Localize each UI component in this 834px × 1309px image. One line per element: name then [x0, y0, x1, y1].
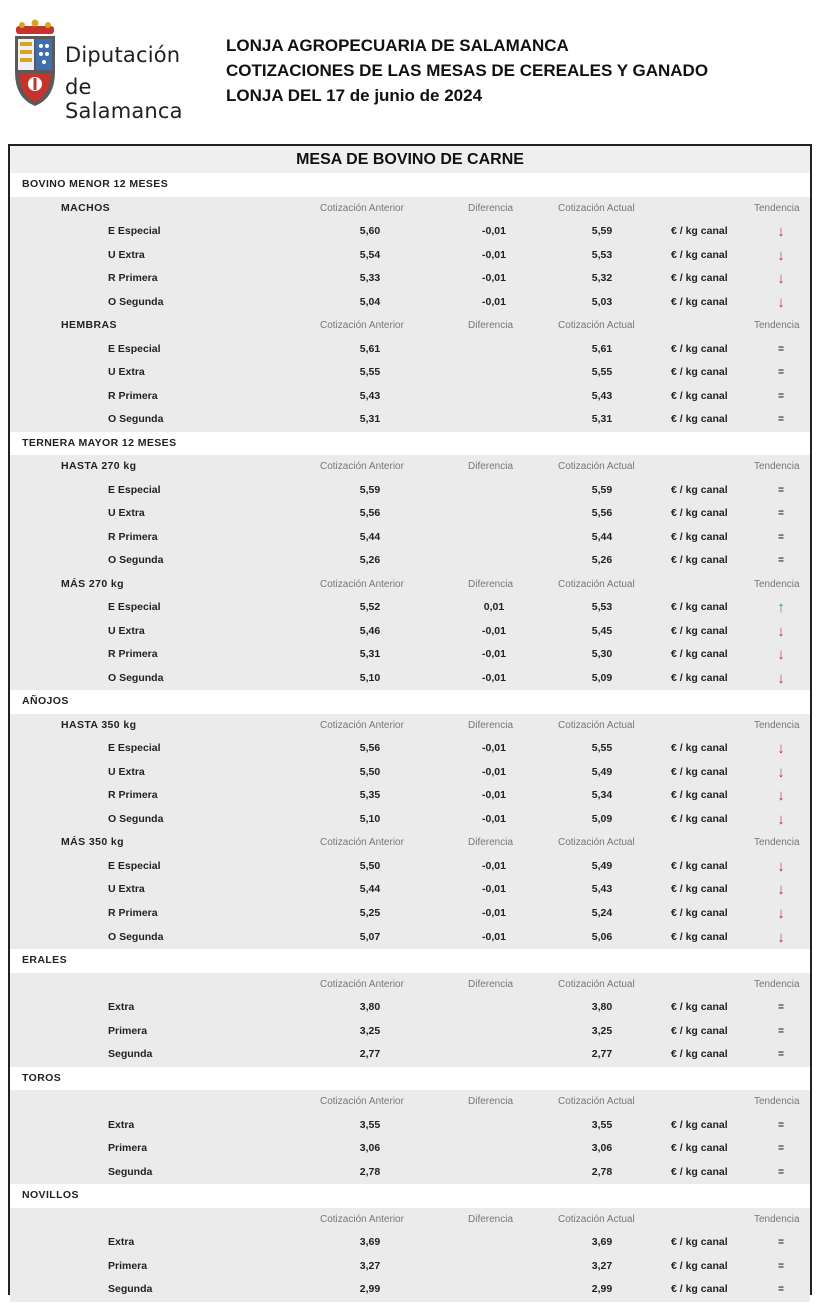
class-label: Primera [108, 1024, 148, 1037]
group-label: MÁS 270 kg [61, 577, 124, 590]
table-row [10, 596, 810, 620]
group-header-row [10, 573, 810, 597]
class-label: O Segunda [108, 930, 164, 943]
class-label: Extra [108, 1236, 135, 1249]
trend-down-arrow-icon: ↓ [777, 904, 785, 922]
class-label: Segunda [108, 1048, 153, 1061]
document-header [226, 33, 708, 108]
table-row [10, 1278, 810, 1302]
price-unit: € / kg canal [671, 366, 728, 379]
price-difference: -0,01 [482, 812, 506, 825]
group-label: HASTA 270 kg [61, 460, 137, 473]
section-title: TERNERA MAYOR 12 MESES [22, 436, 177, 449]
group-header-row [10, 973, 810, 997]
current-price: 5,24 [591, 906, 613, 919]
column-header-diff: Diferencia [468, 461, 514, 473]
trend-equal-icon: = [778, 1002, 784, 1014]
group-label: HEMBRAS [61, 319, 117, 332]
column-header-prev: Cotización Anterior [320, 202, 404, 214]
table-row [10, 1043, 810, 1067]
previous-price: 5,07 [359, 930, 381, 943]
previous-price: 3,06 [359, 1142, 381, 1155]
previous-price: 5,46 [359, 624, 381, 637]
trend-equal-icon: = [778, 343, 784, 355]
column-header-prev: Cotización Anterior [320, 978, 404, 990]
column-header-diff: Diferencia [468, 1213, 514, 1225]
group-header-row [10, 1208, 810, 1232]
column-header-diff: Diferencia [468, 978, 514, 990]
table-row [10, 1114, 810, 1138]
trend-equal-icon: = [778, 1143, 784, 1155]
trend-equal-icon: = [778, 1284, 784, 1296]
current-price: 5,59 [591, 483, 613, 496]
column-header-prev: Cotización Anterior [320, 837, 404, 849]
class-label: E Especial [108, 225, 161, 238]
trend-equal-icon: = [778, 1260, 784, 1272]
previous-price: 2,99 [359, 1283, 381, 1296]
table-row [10, 1255, 810, 1279]
column-header-diff: Diferencia [468, 1096, 514, 1108]
current-price: 3,06 [591, 1142, 613, 1155]
section-title: NOVILLOS [22, 1189, 79, 1202]
table-row [10, 1231, 810, 1255]
column-header-prev: Cotización Anterior [320, 1096, 404, 1108]
table-row [10, 667, 810, 691]
group-header-row [10, 714, 810, 738]
table-row [10, 996, 810, 1020]
price-difference: -0,01 [482, 930, 506, 943]
column-header-cur: Cotización Actual [558, 1213, 635, 1225]
column-header-trend: Tendencia [754, 837, 800, 849]
trend-down-arrow-icon: ↓ [777, 881, 785, 899]
current-price: 3,25 [591, 1024, 613, 1037]
trend-down-arrow-icon: ↓ [777, 646, 785, 664]
column-header-prev: Cotización Anterior [320, 1213, 404, 1225]
previous-price: 3,25 [359, 1024, 381, 1037]
current-price: 5,43 [591, 389, 613, 402]
trend-equal-icon: = [778, 390, 784, 402]
class-label: O Segunda [108, 554, 164, 567]
class-label: O Segunda [108, 812, 164, 825]
table-row [10, 502, 810, 526]
class-label: U Extra [108, 507, 145, 520]
price-difference: -0,01 [482, 648, 506, 661]
current-price: 5,31 [591, 413, 613, 426]
group-header-row [10, 455, 810, 479]
price-unit: € / kg canal [671, 1048, 728, 1061]
current-price: 5,32 [591, 272, 613, 285]
price-difference: -0,01 [482, 295, 506, 308]
price-unit: € / kg canal [671, 1142, 728, 1155]
class-label: E Especial [108, 601, 161, 614]
header-line-3: LONJA DEL 17 de junio de 2024 [226, 86, 483, 105]
column-header-diff: Diferencia [468, 837, 514, 849]
current-price: 5,56 [591, 507, 613, 520]
table-row [10, 784, 810, 808]
trend-equal-icon: = [778, 508, 784, 520]
trend-equal-icon: = [778, 484, 784, 496]
table-row [10, 1137, 810, 1161]
trend-down-arrow-icon: ↓ [777, 810, 785, 828]
current-price: 5,03 [591, 295, 613, 308]
column-header-trend: Tendencia [754, 202, 800, 214]
class-label: Primera [108, 1259, 148, 1272]
price-unit: € / kg canal [671, 389, 728, 402]
trend-equal-icon: = [778, 531, 784, 543]
price-unit: € / kg canal [671, 671, 728, 684]
price-difference: -0,01 [482, 624, 506, 637]
previous-price: 3,27 [359, 1259, 381, 1272]
current-price: 5,43 [591, 883, 613, 896]
diputacion-logo [8, 18, 208, 123]
price-difference: -0,01 [482, 789, 506, 802]
previous-price: 5,59 [359, 483, 381, 496]
class-label: Extra [108, 1001, 135, 1014]
trend-down-arrow-icon: ↓ [777, 246, 785, 264]
previous-price: 5,56 [359, 507, 381, 520]
trend-equal-icon: = [778, 1237, 784, 1249]
trend-equal-icon: = [778, 1119, 784, 1131]
column-header-cur: Cotización Actual [558, 578, 635, 590]
previous-price: 5,31 [359, 413, 381, 426]
price-unit: € / kg canal [671, 742, 728, 755]
current-price: 5,09 [591, 671, 613, 684]
trend-down-arrow-icon: ↓ [777, 857, 785, 875]
price-unit: € / kg canal [671, 1259, 728, 1272]
table-row [10, 1020, 810, 1044]
table-row [10, 549, 810, 573]
column-header-trend: Tendencia [754, 320, 800, 332]
class-label: O Segunda [108, 671, 164, 684]
price-unit: € / kg canal [671, 906, 728, 919]
class-label: E Especial [108, 483, 161, 496]
class-label: U Extra [108, 883, 145, 896]
group-label: HASTA 350 kg [61, 718, 137, 731]
class-label: U Extra [108, 624, 145, 637]
group-header-row [10, 314, 810, 338]
previous-price: 5,31 [359, 648, 381, 661]
current-price: 5,45 [591, 624, 613, 637]
header-line-1: LONJA AGROPECUARIA DE SALAMANCA [226, 36, 569, 55]
previous-price: 2,78 [359, 1165, 381, 1178]
price-unit: € / kg canal [671, 483, 728, 496]
class-label: Primera [108, 1142, 148, 1155]
column-header-cur: Cotización Actual [558, 719, 635, 731]
price-unit: € / kg canal [671, 530, 728, 543]
column-header-trend: Tendencia [754, 1096, 800, 1108]
previous-price: 3,55 [359, 1118, 381, 1131]
table-row [10, 1161, 810, 1185]
class-label: E Especial [108, 859, 161, 872]
previous-price: 3,80 [359, 1001, 381, 1014]
price-unit: € / kg canal [671, 272, 728, 285]
table-row [10, 408, 810, 432]
previous-price: 5,10 [359, 812, 381, 825]
trend-up-arrow-icon: ↑ [777, 599, 785, 617]
previous-price: 2,77 [359, 1048, 381, 1061]
previous-price: 5,26 [359, 554, 381, 567]
current-price: 5,61 [591, 342, 613, 355]
trend-down-arrow-icon: ↓ [777, 622, 785, 640]
class-label: R Primera [108, 906, 158, 919]
current-price: 3,80 [591, 1001, 613, 1014]
table-row [10, 902, 810, 926]
current-price: 5,59 [591, 225, 613, 238]
section-title: ERALES [22, 954, 67, 967]
price-difference: -0,01 [482, 671, 506, 684]
class-label: R Primera [108, 648, 158, 661]
column-header-diff: Diferencia [468, 202, 514, 214]
previous-price: 5,52 [359, 601, 381, 614]
previous-price: 5,60 [359, 225, 381, 238]
table-row [10, 479, 810, 503]
section-row [10, 432, 810, 456]
class-label: O Segunda [108, 295, 164, 308]
price-table-panel [8, 144, 812, 1295]
current-price: 5,55 [591, 366, 613, 379]
table-row [10, 338, 810, 362]
trend-down-arrow-icon: ↓ [777, 928, 785, 946]
trend-equal-icon: = [778, 1166, 784, 1178]
trend-down-arrow-icon: ↓ [777, 763, 785, 781]
price-unit: € / kg canal [671, 601, 728, 614]
group-header-row [10, 831, 810, 855]
price-difference: -0,01 [482, 248, 506, 261]
price-unit: € / kg canal [671, 1001, 728, 1014]
column-header-prev: Cotización Anterior [320, 578, 404, 590]
trend-equal-icon: = [778, 1025, 784, 1037]
price-unit: € / kg canal [671, 554, 728, 567]
current-price: 5,30 [591, 648, 613, 661]
column-header-diff: Diferencia [468, 719, 514, 731]
price-unit: € / kg canal [671, 295, 728, 308]
table-row [10, 761, 810, 785]
class-label: U Extra [108, 248, 145, 261]
price-difference: -0,01 [482, 225, 506, 238]
current-price: 2,99 [591, 1283, 613, 1296]
table-row [10, 361, 810, 385]
coat-of-arms-icon [10, 18, 60, 110]
previous-price: 5,55 [359, 366, 381, 379]
trend-equal-icon: = [778, 367, 784, 379]
section-row [10, 1184, 810, 1208]
trend-down-arrow-icon: ↓ [777, 669, 785, 687]
trend-down-arrow-icon: ↓ [777, 787, 785, 805]
class-label: E Especial [108, 742, 161, 755]
table-row [10, 620, 810, 644]
trend-equal-icon: = [778, 414, 784, 426]
section-row [10, 690, 810, 714]
column-header-cur: Cotización Actual [558, 837, 635, 849]
class-label: R Primera [108, 789, 158, 802]
current-price: 5,06 [591, 930, 613, 943]
trend-down-arrow-icon: ↓ [777, 223, 785, 241]
table-row [10, 244, 810, 268]
column-header-cur: Cotización Actual [558, 1096, 635, 1108]
current-price: 3,69 [591, 1236, 613, 1249]
class-label: O Segunda [108, 413, 164, 426]
group-label: MÁS 350 kg [61, 836, 124, 849]
current-price: 5,55 [591, 742, 613, 755]
price-unit: € / kg canal [671, 1118, 728, 1131]
class-label: E Especial [108, 342, 161, 355]
column-header-diff: Diferencia [468, 320, 514, 332]
class-label: U Extra [108, 366, 145, 379]
section-title: BOVINO MENOR 12 MESES [22, 178, 169, 190]
previous-price: 5,43 [359, 389, 381, 402]
section-title: AÑOJOS [22, 695, 69, 708]
column-header-prev: Cotización Anterior [320, 719, 404, 731]
current-price: 5,49 [591, 765, 613, 778]
trend-down-arrow-icon: ↓ [777, 293, 785, 311]
price-unit: € / kg canal [671, 765, 728, 778]
table-row [10, 808, 810, 832]
current-price: 5,34 [591, 789, 613, 802]
current-price: 5,53 [591, 248, 613, 261]
previous-price: 5,44 [359, 530, 381, 543]
current-price: 2,77 [591, 1048, 613, 1061]
table-row [10, 855, 810, 879]
section-row [10, 173, 810, 197]
class-label: Segunda [108, 1165, 153, 1178]
trend-down-arrow-icon: ↓ [777, 740, 785, 758]
table-row [10, 291, 810, 315]
price-table [10, 173, 810, 1302]
price-unit: € / kg canal [671, 248, 728, 261]
group-label: MACHOS [61, 201, 111, 214]
column-header-trend: Tendencia [754, 461, 800, 473]
table-row [10, 526, 810, 550]
column-header-cur: Cotización Actual [558, 461, 635, 473]
price-unit: € / kg canal [671, 1283, 728, 1296]
column-header-cur: Cotización Actual [558, 202, 635, 214]
header-line-2: COTIZACIONES DE LAS MESAS DE CEREALES Y GANADO [226, 61, 709, 80]
price-unit: € / kg canal [671, 812, 728, 825]
table-row [10, 220, 810, 244]
price-unit: € / kg canal [671, 1236, 728, 1249]
panel-title: MESA DE BOVINO DE CARNE [10, 146, 810, 173]
table-row [10, 878, 810, 902]
class-label: Extra [108, 1118, 135, 1131]
price-difference: -0,01 [482, 272, 506, 285]
price-unit: € / kg canal [671, 859, 728, 872]
table-row [10, 926, 810, 950]
current-price: 3,55 [591, 1118, 613, 1131]
previous-price: 3,69 [359, 1236, 381, 1249]
current-price: 2,78 [591, 1165, 613, 1178]
price-difference: 0,01 [483, 601, 505, 614]
price-unit: € / kg canal [671, 624, 728, 637]
current-price: 5,49 [591, 859, 613, 872]
previous-price: 5,54 [359, 248, 381, 261]
price-unit: € / kg canal [671, 1024, 728, 1037]
price-unit: € / kg canal [671, 789, 728, 802]
section-row [10, 949, 810, 973]
column-header-cur: Cotización Actual [558, 320, 635, 332]
previous-price: 5,56 [359, 742, 381, 755]
table-row [10, 267, 810, 291]
price-difference: -0,01 [482, 906, 506, 919]
price-unit: € / kg canal [671, 507, 728, 520]
current-price: 5,44 [591, 530, 613, 543]
price-unit: € / kg canal [671, 883, 728, 896]
previous-price: 5,50 [359, 859, 381, 872]
previous-price: 5,61 [359, 342, 381, 355]
previous-price: 5,33 [359, 272, 381, 285]
column-header-prev: Cotización Anterior [320, 320, 404, 332]
price-difference: -0,01 [482, 859, 506, 872]
price-difference: -0,01 [482, 883, 506, 896]
previous-price: 5,35 [359, 789, 381, 802]
current-price: 5,09 [591, 812, 613, 825]
class-label: R Primera [108, 272, 158, 285]
current-price: 5,53 [591, 601, 613, 614]
price-unit: € / kg canal [671, 648, 728, 661]
column-header-diff: Diferencia [468, 578, 514, 590]
previous-price: 5,25 [359, 906, 381, 919]
section-row [10, 1067, 810, 1091]
current-price: 3,27 [591, 1259, 613, 1272]
section-title: TOROS [22, 1071, 62, 1084]
table-row [10, 643, 810, 667]
price-unit: € / kg canal [671, 413, 728, 426]
previous-price: 5,50 [359, 765, 381, 778]
previous-price: 5,10 [359, 671, 381, 684]
trend-equal-icon: = [778, 1049, 784, 1061]
class-label: R Primera [108, 530, 158, 543]
trend-equal-icon: = [778, 555, 784, 567]
price-unit: € / kg canal [671, 1165, 728, 1178]
previous-price: 5,44 [359, 883, 381, 896]
column-header-trend: Tendencia [754, 719, 800, 731]
class-label: U Extra [108, 765, 145, 778]
column-header-prev: Cotización Anterior [320, 461, 404, 473]
price-unit: € / kg canal [671, 930, 728, 943]
group-header-row [10, 197, 810, 221]
class-label: Segunda [108, 1283, 153, 1296]
price-unit: € / kg canal [671, 342, 728, 355]
column-header-trend: Tendencia [754, 578, 800, 590]
column-header-trend: Tendencia [754, 978, 800, 990]
logo-line-2: de Salamanca [65, 75, 183, 123]
column-header-cur: Cotización Actual [558, 978, 635, 990]
group-header-row [10, 1090, 810, 1114]
class-label: R Primera [108, 389, 158, 402]
price-difference: -0,01 [482, 765, 506, 778]
previous-price: 5,04 [359, 295, 381, 308]
table-row [10, 385, 810, 409]
trend-down-arrow-icon: ↓ [777, 270, 785, 288]
table-row [10, 737, 810, 761]
column-header-trend: Tendencia [754, 1213, 800, 1225]
current-price: 5,26 [591, 554, 613, 567]
price-unit: € / kg canal [671, 225, 728, 238]
logo-line-1: Diputación [65, 43, 181, 67]
price-difference: -0,01 [482, 742, 506, 755]
